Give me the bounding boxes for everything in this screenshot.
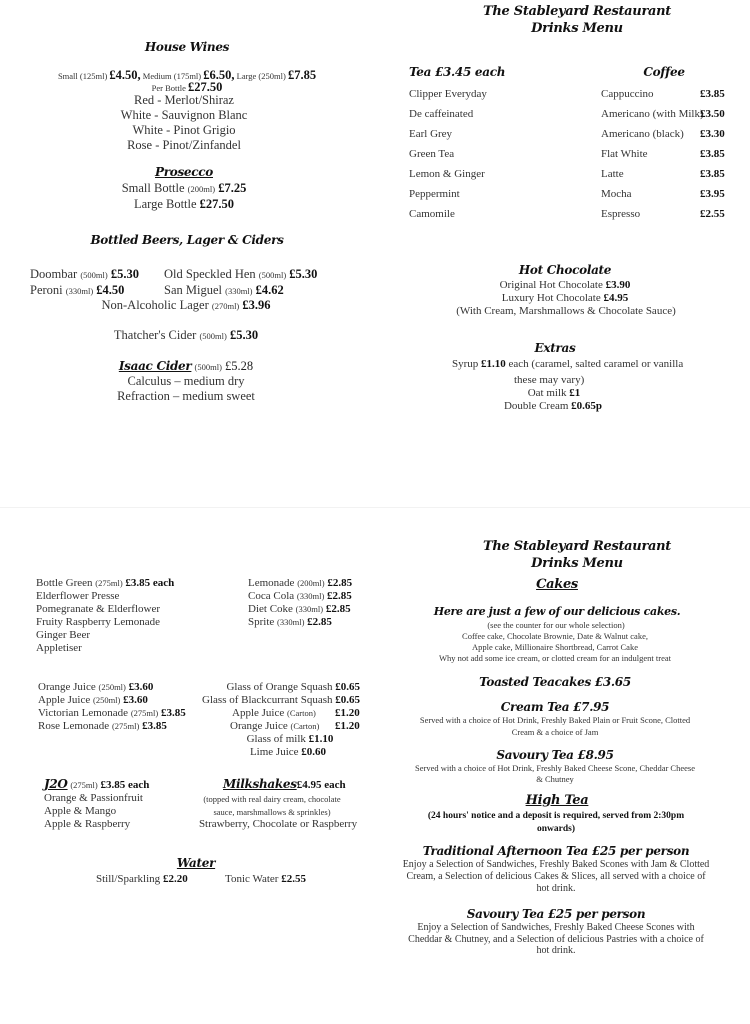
- savoury-tea-line: & Chutney: [536, 774, 574, 784]
- cakes-line: Apple cake, Millionaire Shortbread, Carrot Cake: [472, 642, 638, 652]
- hot-chocolate-heading: Hot Chocolate: [518, 263, 612, 277]
- savoury-tea-heading: Savoury Tea £8.95: [496, 748, 614, 762]
- lime-item: [250, 745, 326, 759]
- coffee-name: Cappuccino: [601, 88, 654, 100]
- medium-size: (175ml): [173, 71, 202, 81]
- item-price: £5.30: [289, 267, 318, 281]
- cakes-line: Why not add some ice cream, or clotted cream for an indulgent treat: [438, 653, 672, 663]
- item-name: Rose Lemonade: [38, 720, 110, 732]
- savoury-afternoon-line: Enjoy a Selection of Sandwiches, Freshly Baked Cheese Scones with: [417, 922, 695, 933]
- coffee-price: £3.95: [700, 188, 725, 200]
- item-price: £2.85: [327, 590, 352, 602]
- bottle-label: Per Bottle: [151, 83, 186, 93]
- j2o-heading: J2O: [44, 777, 68, 791]
- milkshake-flavours: Strawberry, Chocolate or Raspberry: [198, 818, 358, 830]
- item-price: £5.30: [110, 267, 139, 281]
- still-sparkling-line: [96, 872, 188, 886]
- item-name: Oat milk: [527, 387, 567, 399]
- small-label: Small: [57, 71, 78, 81]
- isaac-heading: Isaac Cider: [118, 359, 192, 373]
- item-price: £4.50: [96, 283, 125, 297]
- prosecco-item: [134, 197, 234, 211]
- savoury-tea-line: Served with a choice of Hot Drink, Freshly Baked Cheese Scone, Cheddar Cheese: [415, 763, 695, 773]
- medium-price: £6.50,: [203, 68, 235, 82]
- j2o-item: Apple & Mango: [44, 805, 117, 817]
- item-name: Tonic Water: [225, 873, 279, 885]
- carton-price: £1.20: [335, 707, 360, 719]
- item-name: Still/Sparkling: [96, 873, 161, 885]
- wine-item: White - Pinot Grigio: [132, 123, 236, 137]
- item-name: Apple Juice: [232, 707, 285, 719]
- restaurant-title: The Stableyard Restaurant: [483, 539, 671, 554]
- cream-tea-heading: Cream Tea £7.95: [500, 700, 610, 714]
- menu-subtitle: Drinks Menu: [531, 21, 623, 36]
- item-price: £3.90: [605, 279, 631, 291]
- item-name: Lime Juice: [249, 746, 299, 758]
- item-name: San Miguel: [164, 283, 222, 297]
- item-note: each (caramel, salted caramel or vanilla: [508, 358, 684, 370]
- item-name: Orange Juice: [230, 720, 288, 732]
- coffee-name: Americano (with Milk): [601, 108, 704, 120]
- extras-heading: Extras: [534, 341, 576, 355]
- item-price: £3.85 each: [125, 577, 175, 589]
- item-size: (200ml): [187, 184, 216, 194]
- cream-tea-line: Served with a choice of Hot Drink, Freshly Baked Plain or Fruit Scone, Clotted: [419, 715, 691, 725]
- item-price: £2.55: [281, 873, 306, 885]
- tonic-line: [225, 872, 306, 886]
- beer-item: [101, 298, 270, 313]
- item-price: £27.50: [199, 197, 235, 211]
- syrup-note: these may vary): [514, 374, 585, 386]
- item-price: £0.65: [335, 681, 360, 693]
- savoury-afternoon-line: Cheddar & Chutney, and a Selection of delicious Pastries with a choice of: [408, 934, 704, 945]
- water-heading: Water: [176, 856, 216, 870]
- cakes-line: (see the counter for our whole selection): [487, 620, 625, 630]
- item-name: Glass of Orange Squash: [226, 681, 333, 693]
- flavour-item: Appletiser: [36, 642, 82, 654]
- item-size: (330ml): [295, 604, 324, 614]
- item-size: (330ml): [296, 591, 325, 601]
- afternoon-tea-line: Enjoy a Selection of Sandwiches, Freshly Baked Scones with Jam & Clotted: [402, 859, 710, 870]
- item-price: £3.60: [128, 681, 154, 693]
- item-size: (275ml): [111, 721, 140, 731]
- item-price: £5.30: [229, 328, 259, 342]
- isaac-cider-line: [119, 359, 253, 374]
- item-size: (250ml): [92, 695, 121, 705]
- flavour-item: Ginger Beer: [36, 629, 91, 641]
- item-name: Bottle Green: [36, 577, 93, 589]
- item-name: Syrup: [452, 358, 479, 370]
- item-name: Double Cream: [503, 400, 569, 412]
- item-price: £3.85: [142, 720, 167, 732]
- small-price: £4.50,: [109, 68, 141, 82]
- juice-item: [38, 719, 167, 733]
- item-price: £1.10: [481, 358, 506, 370]
- tea-item: Clipper Everyday: [409, 88, 487, 100]
- menu-subtitle: Drinks Menu: [531, 556, 623, 571]
- item-size: (250ml): [98, 682, 126, 692]
- item-price: £4.62: [255, 283, 284, 297]
- isaac-item: Calculus – medium dry: [127, 374, 245, 388]
- item-price: £2.85: [325, 603, 351, 615]
- item-name: Large Bottle: [133, 197, 197, 211]
- coffee-name: Flat White: [601, 148, 648, 160]
- prosecco-item: [122, 181, 247, 196]
- squash-item: [202, 693, 360, 707]
- carton-item: [230, 719, 319, 733]
- item-name: Thatcher's Cider: [113, 328, 197, 342]
- savoury-afternoon-heading: Savoury Tea £25 per person: [466, 907, 646, 921]
- flavour-item: Fruity Raspberry Lemonade: [36, 616, 161, 628]
- double-cream-line: [504, 399, 602, 413]
- item-name: Orange Juice: [38, 681, 96, 693]
- tea-item: Lemon & Ginger: [409, 168, 485, 180]
- item-name: Coca Cola: [248, 590, 295, 602]
- item-price: £2.20: [162, 873, 188, 885]
- item-size: (500ml): [194, 362, 222, 372]
- item-size: (330ml): [225, 286, 253, 296]
- syrup-line: [452, 357, 683, 371]
- carton-item: [232, 706, 316, 720]
- item-price: £3.85 each: [100, 779, 150, 791]
- bottle-price: £27.50: [187, 80, 223, 94]
- item-price: £0.65p: [571, 400, 603, 412]
- coffee-name: Latte: [601, 168, 624, 180]
- oat-milk-line: [528, 386, 581, 400]
- item-price: £3.85: [160, 707, 186, 719]
- savoury-afternoon-line: hot drink.: [536, 945, 576, 956]
- high-tea-line: (24 hours' notice and a deposit is required, served from 2:30pm: [427, 811, 685, 821]
- item-name: Victorian Lemonade: [38, 707, 129, 719]
- wine-item: Red - Merlot/Shiraz: [134, 93, 234, 107]
- item-size: (275ml): [130, 708, 159, 718]
- milkshake-note: (topped with real dairy cream, chocolate: [203, 794, 341, 804]
- tea-item: De caffeinated: [409, 108, 474, 120]
- hot-chocolate-item: [500, 278, 631, 292]
- cakes-line: Coffee cake, Chocolate Brownie, Date & Walnut cake,: [462, 631, 648, 641]
- coffee-price: £3.85: [700, 88, 725, 100]
- beer-item: [164, 267, 317, 282]
- prosecco-heading: Prosecco: [155, 165, 213, 179]
- item-price: £4.95 each: [296, 779, 346, 791]
- medium-label: Medium: [142, 71, 172, 81]
- tea-item: Green Tea: [409, 148, 455, 160]
- item-price: £0.60: [301, 746, 327, 758]
- milkshakes-line: [223, 777, 346, 792]
- item-size: (275ml): [70, 780, 98, 790]
- j2o-line: [44, 777, 149, 792]
- coffee-price: £3.85: [700, 168, 725, 180]
- beers-heading: Bottled Beers, Lager & Ciders: [90, 233, 284, 247]
- item-name: Lemonade: [248, 577, 295, 589]
- afternoon-tea-heading: Traditional Afternoon Tea £25 per person: [422, 844, 690, 858]
- item-name: Sprite: [248, 616, 275, 628]
- item-price: £5.28: [225, 359, 254, 373]
- item-name: Doombar: [30, 267, 78, 281]
- coffee-name: Americano (black): [601, 128, 684, 140]
- small-size: (125ml): [79, 71, 108, 81]
- beer-item: [30, 283, 124, 298]
- milkshake-note: sauce, marshmallows & sprinkles): [213, 807, 331, 817]
- wine-item: White - Sauvignon Blanc: [120, 108, 248, 122]
- mixer-item: [248, 589, 352, 603]
- milk-item: [247, 732, 334, 746]
- flavour-item: Pomegranate & Elderflower: [36, 603, 161, 615]
- high-tea-line: onwards): [536, 824, 576, 834]
- item-name: Glass of Blackcurrant Squash: [202, 694, 333, 706]
- item-size: (270ml): [211, 301, 240, 311]
- flavour-item: Elderflower Presse: [36, 590, 120, 602]
- coffee-heading: Coffee: [643, 65, 685, 79]
- j2o-item: Orange & Passionfruit: [44, 792, 143, 804]
- item-price: £0.65: [335, 694, 360, 706]
- item-size: (Carton): [286, 708, 316, 718]
- item-size: (200ml): [297, 578, 325, 588]
- item-size: (275ml): [95, 578, 123, 588]
- bottle-green-line: [36, 576, 174, 590]
- house-wines-heading: House Wines: [144, 40, 230, 54]
- item-price: £1: [569, 387, 581, 399]
- item-price: £2.85: [307, 616, 332, 628]
- item-size: (330ml): [277, 617, 305, 627]
- large-size: (250ml): [258, 71, 286, 81]
- tea-item: Earl Grey: [409, 128, 453, 140]
- item-price: £3.96: [242, 298, 271, 312]
- large-label: Large: [236, 71, 257, 81]
- high-tea-heading: High Tea: [525, 793, 589, 808]
- squash-item: [226, 680, 360, 694]
- item-name: Non-Alcoholic Lager: [101, 298, 209, 312]
- coffee-price: £3.85: [700, 148, 725, 160]
- item-size: (500ml): [80, 270, 108, 280]
- beer-item: [164, 283, 284, 298]
- coffee-name: Mocha: [601, 188, 632, 200]
- restaurant-title: The Stableyard Restaurant: [483, 4, 671, 19]
- toasted-teacakes-heading: Toasted Teacakes £3.65: [479, 675, 631, 689]
- juice-item: [38, 680, 153, 694]
- tea-item: Peppermint: [409, 188, 460, 200]
- item-price: £4.95: [603, 292, 629, 304]
- mixer-item: [248, 576, 352, 590]
- juice-item: [38, 706, 186, 720]
- large-price: £7.85: [287, 68, 317, 82]
- carton-price: £1.20: [335, 720, 360, 732]
- page-divider: [0, 507, 750, 508]
- item-name: Apple Juice: [38, 694, 91, 706]
- item-name: Peroni: [30, 283, 63, 297]
- item-name: Original Hot Chocolate: [499, 279, 603, 291]
- hot-chocolate-note: (With Cream, Marshmallows & Chocolate Sauce): [456, 305, 676, 317]
- juice-item: [38, 693, 148, 707]
- item-size: (500ml): [258, 270, 287, 280]
- beer-item: [30, 267, 139, 282]
- item-price: £2.85: [327, 577, 353, 589]
- j2o-item: Apple & Raspberry: [44, 818, 131, 830]
- item-name: Old Speckled Hen: [164, 267, 256, 281]
- mixer-item: [248, 615, 332, 629]
- hot-chocolate-item: [502, 291, 628, 305]
- beer-item: [114, 328, 258, 343]
- wine-item: Rose - Pinot/Zinfandel: [127, 138, 241, 152]
- item-size: (Carton): [290, 721, 320, 731]
- item-name: Small Bottle: [121, 181, 185, 195]
- coffee-price: £2.55: [700, 208, 725, 220]
- item-price: £1.10: [308, 733, 334, 745]
- afternoon-tea-line: Cream, a Selection of delicious Cakes & Slices, all served with a choice of: [406, 871, 706, 882]
- item-price: £7.25: [218, 181, 247, 195]
- item-size: (330ml): [65, 286, 94, 296]
- coffee-name: Espresso: [601, 208, 641, 220]
- cakes-intro: Here are just a few of our delicious cakes.: [433, 605, 681, 618]
- item-name: Diet Coke: [248, 603, 293, 615]
- milkshakes-heading: Milkshakes: [223, 777, 297, 791]
- coffee-price: £3.50: [700, 108, 725, 120]
- cakes-heading: Cakes: [536, 577, 578, 592]
- isaac-item: Refraction – medium sweet: [117, 389, 255, 403]
- mixer-item: [248, 602, 351, 616]
- item-size: (500ml): [199, 331, 227, 341]
- cream-tea-line: Cream & a choice of Jam: [511, 727, 599, 737]
- item-name: Luxury Hot Chocolate: [501, 292, 601, 304]
- item-price: £3.60: [123, 694, 148, 706]
- afternoon-tea-line: hot drink.: [536, 883, 576, 894]
- coffee-price: £3.30: [700, 128, 725, 140]
- tea-heading: Tea £3.45 each: [409, 65, 506, 79]
- tea-item: Camomile: [409, 208, 455, 220]
- item-name: Glass of milk: [246, 733, 306, 745]
